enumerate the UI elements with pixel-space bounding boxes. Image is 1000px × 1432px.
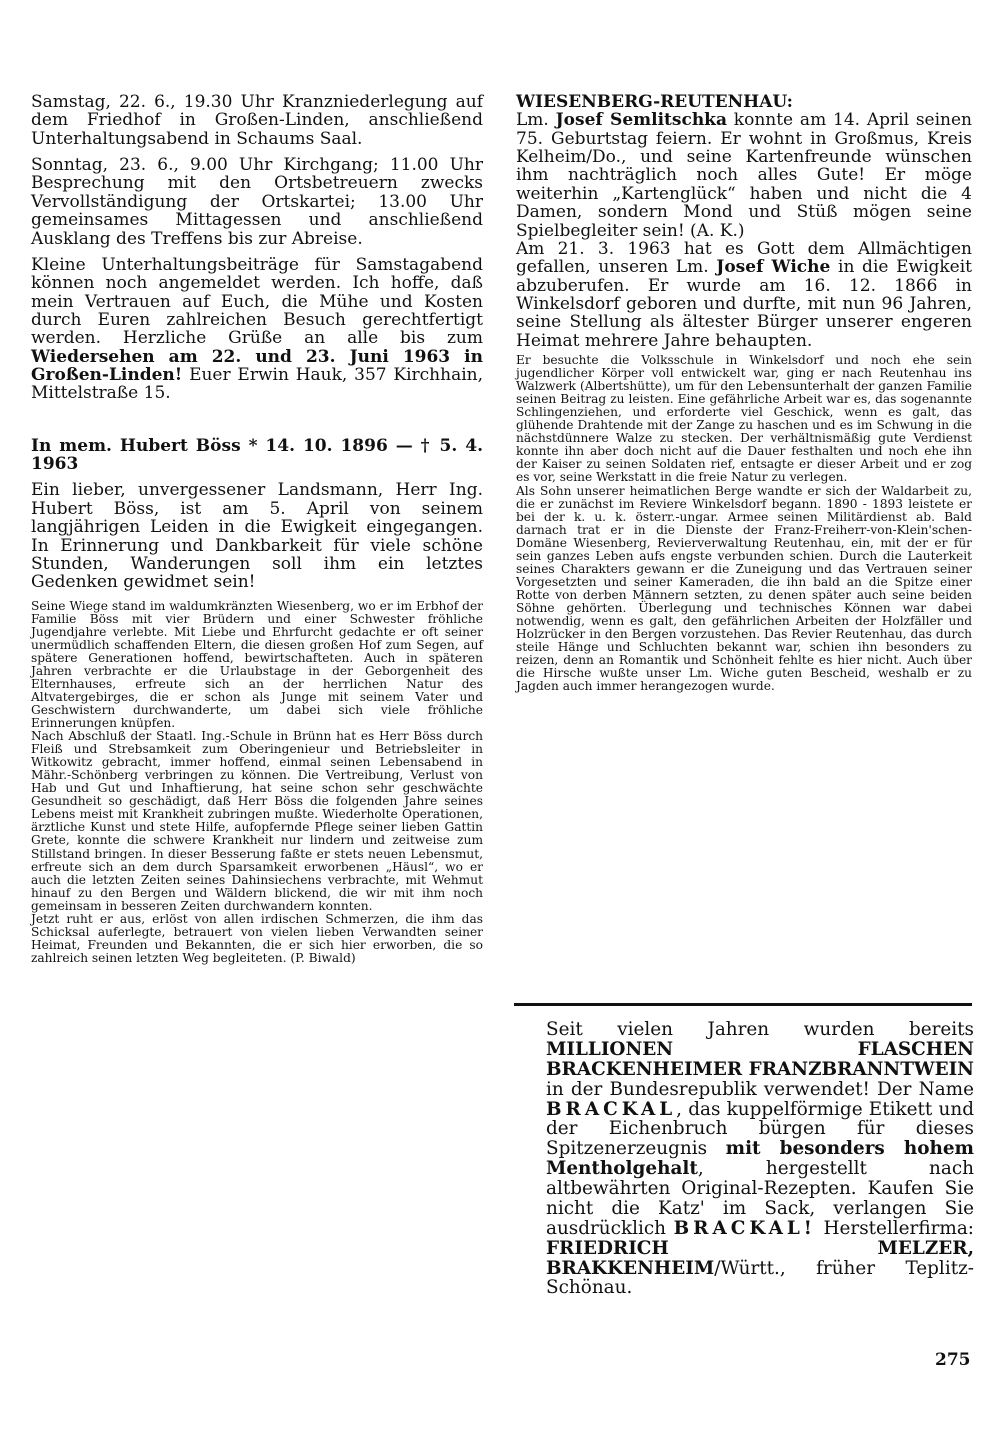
closing-signature: Euer Erwin Hauk, 357 Kirchhain, Mittelstraße 15. — [31, 365, 483, 404]
obituary-intro — [516, 240, 972, 350]
memoriam-section-1: Seine Wiege stand im waldumkränzten Wiesenberg, wo er im Erbhof der Familie Böss mit vier Brüdern und einer Schwester fröhliche Jugendjahre verlebte. Mit Liebe und Ehrfurcht gedachte er oft seiner unermüdlich schaffenden Eltern, die diesen großen Hof zum Segen, auf spätere Generationen hoffend, bewirtschafteten. Auch in späteren Jahren verbrachte er die Urlaubstage in der Geborgenheit des Elternhauses, erfreute sich an der herrlichen Natur des Altvatergebirges, die er schon als Junge mit seinem Vater und Geschwistern durchwanderte, um dabei sich viele fröhliche Erinnerungen knüpfen. — [31, 598, 483, 731]
obituary-text-b: in die Ewigkeit abzuberufen. Er wurde am 16. 12. 1866 in Winkelsdorf geboren und durfte, mit nun 96 Jahren, seine Stellung als ältester Bürger unserer engeren Heimat mehrere Jahre behaupten. — [516, 257, 973, 351]
closing-paragraph — [31, 256, 483, 403]
ad-part: , das kuppelförmige Etikett und der Eichenbruch bürgen für dieses Spitzenerzeugnis — [546, 1098, 974, 1160]
closing-text: Kleine Unterhaltungsbeiträge für Samstagabend können noch angemeldet werden. Ich hoffe, daß mein Vertrauen auf Euch, die Mühe und Kosten durch Euren zahlreichen Besuch gerechtfertigt werden. Herzliche Grüße an alle bis zum — [31, 254, 483, 349]
ad-part: Seit vielen Jahren wurden bereits — [546, 1019, 974, 1040]
ad-part: Herstellerfirma: — [815, 1217, 974, 1239]
memoriam-section-3: Jetzt ruht er aus, erlöst von allen irdischen Schmerzen, die ihm das Schicksal auferlegte, betrauert von vielen lieben Verwandten seiner Heimat, Freunden und Bekannten, die er sich hier erworben, die so zahlreich seinen letzten Weg begleiteten. (P. Biwald) — [31, 911, 483, 965]
birthday-text-a: Lm. — [516, 110, 556, 131]
ad-part: , hergestellt nach altbewährten Original-Rezepten. Kaufen Sie nicht die Katz' im Sack, verlangen Sie ausdrücklich — [546, 1158, 974, 1239]
obituary-name: Josef Wiche — [716, 257, 831, 278]
section-heading-wiesenberg: WIESENBERG-REUTENHAU: — [516, 92, 793, 112]
program-saturday: Samstag, 22. 6., 19.30 Uhr Kranzniederlegung auf dem Friedhof in Großen-Linden, anschließend Unterhaltungsabend in Schaums Saal. — [31, 92, 483, 149]
ad-bold-menthol: mit besonders hohem Mentholgehalt — [546, 1138, 974, 1180]
ad-text — [546, 1020, 974, 1298]
birthday-name: Josef Semlitschka — [555, 110, 727, 131]
ad-brand-name-2: BRACKAL! — [673, 1217, 816, 1239]
memoriam-intro: Ein lieber, unvergessener Landsmann, Herr Ing. Hubert Böss, ist am 5. April von seinem langjährigen Leiden in die Ewigkeit eingegangen. In Erinnerung und Dankbarkeit für viele schöne Stunden, Wanderungen soll ihm ein letztes Gedenken gewidmet sein! — [31, 480, 483, 593]
obituary-section-1: Er besuchte die Volksschule in Winkelsdorf und noch ehe sein jugendlicher Körper voll entwickelt war, ging er nach Reutenhau ins Walzwerk (Albertshütte), um für den Lebensunterhalt der ganzen Familie seinen Beitrag zu leisten. Eine gefährliche Arbeit war es, das sogenannte Schlingenziehen, und erforderte viel Geschick, wenn es galt, das glühende Drahtende mit der Zange zu haschen und es im Schwung in die nächstdünnere Walze zu stecken. Der verhältnismäßig gute Verdienst konnte ihn aber doch nicht auf die Dauer festhalten und noch ehe ihn der Kaiser zu seinen Soldaten rief, entsagte er dieser Arbeit und er zog es vor, seine Werkstatt in die freie Natur zu verlegen. — [516, 353, 972, 485]
ad-brand-name: BRACKAL — [546, 1098, 677, 1120]
page-number: 275 — [935, 1350, 971, 1370]
ad-bold-product: MILLIONEN FLASCHEN BRACKENHEIMER FRANZBRANNTWEIN — [546, 1038, 974, 1080]
birthday-notice — [516, 111, 972, 240]
ad-part: in der Bundesrepublik verwendet! Der Name — [546, 1078, 974, 1100]
advertisement — [546, 1020, 974, 1298]
program-sunday: Sonntag, 23. 6., 9.00 Uhr Kirchgang; 11.00 Uhr Besprechung mit den Ortsbetreuern zwecks Vervollständigung der Ortskartei; 13.00 Uhr gemeinsames Mittagessen und anschließend Ausklang des Treffens bis zur Abreise. — [31, 155, 483, 249]
closing-bold: Wiedersehen am 22. und 23. Juni 1963 in Großen-Linden! — [31, 346, 483, 386]
obituary-text-a: Am 21. 3. 1963 hat es Gott dem Allmächtigen gefallen, unseren Lm. — [516, 238, 972, 278]
right-column — [516, 93, 972, 693]
ad-manufacturer: FRIEDRICH MELZER, BRAKKENHEIM — [546, 1237, 974, 1279]
left-column — [31, 93, 483, 965]
memoriam-heading: In mem. Hubert Böss * 14. 10. 1896 — † 5. 4. 1963 — [31, 435, 483, 475]
obituary-section-2: Als Sohn unserer heimatlichen Berge wandte er sich der Waldarbeit zu, die er zunächst im Reviere Winkelsdorf begann. 1890 - 1893 leistete er bei der k. u. k. österr.-ungar. Armee seinen Militärdienst ab. Bald darnach trat er in die Dienste der Franz-Freiherr-von-Klein'schen-Domäne Wiesenberg, Revierverwaltung Reutenhau, ein, mit der er für sein ganzes Leben aufs engste verbunden schien. Durch die Lauterkeit seines Charakters gewann er die Zuneigung und das Vertrauen seiner Vorgesetzten und seiner Kameraden, die ihn bald an die Spitze einer Rotte von derben Männern setzten, zu denen später auch seine beiden Söhne gehörten. Überlegung und technisches Können war dabei notwendig, wenn es galt, den gefährlichen Arbeiten der Holzfäller und Holzrücker in den Bergen vorzustehen. Das Revier Reutenhau, das durch steile Hänge und Schluchten bekannt war, schien ihn besonders zu reizen, denn an Romantik und Schönheit fehlte es hier nicht. Auch über die Hirsche wußte unser Lm. Wiche guten Bescheid, weshalb er zu Jagden auch immer herangezogen wurde. — [516, 483, 972, 694]
memoriam-section-2: Nach Abschluß der Staatl. Ing.-Schule in Brünn hat es Herr Böss durch Fleiß und Strebsamkeit zum Oberingenieur und Betriebsleiter in Witkowitz gebracht, immer hoffend, einmal seinen Lebensabend in Mähr.-Schönberg verbringen zu können. Die Vertreibung, Verlust von Hab und Gut und Inhaftierung, hat seine schon sehr geschwächte Gesundheit so geschädigt, daß Herr Böss die folgenden Jahre seines Lebens meist mit Krankheit zubringen mußte. Wiederholte Operationen, ärztliche Kunst und stete Hilfe, aufopfernde Pflege seiner lieben Gattin Grete, konnte die schwere Krankheit nur lindern und zeitweise zum Stillstand bringen. In dieser Besserung faßte er stets neuen Lebensmut, erfreute sich an dem durch Sparsamkeit erworbenen „Häusl“, wo er auch die letzten Zeiten seines Dahinsiechens verbrachte, mit Wehmut hinauf zu den Bergen und Wäldern blickend, die wir mit ihm noch gemeinsam in besseren Zeiten durchwandern konnten. — [31, 729, 483, 913]
ad-divider — [514, 1003, 972, 1006]
ad-part: /Württ., früher Teplitz-Schönau. — [546, 1257, 974, 1299]
birthday-text-b: konnte am 14. April seinen 75. Geburtstag feiern. Er wohnt in Großmus, Kreis Kelheim/Do., und seine Kartenfreunde wünschen ihm nachträglich noch alles Gute! Er möge weiterhin „Kartenglück“ haben und nicht die 4 Damen, sondern Mond und Stüß mögen seine Spielbegleiter sein! (A. K.) — [516, 110, 973, 241]
